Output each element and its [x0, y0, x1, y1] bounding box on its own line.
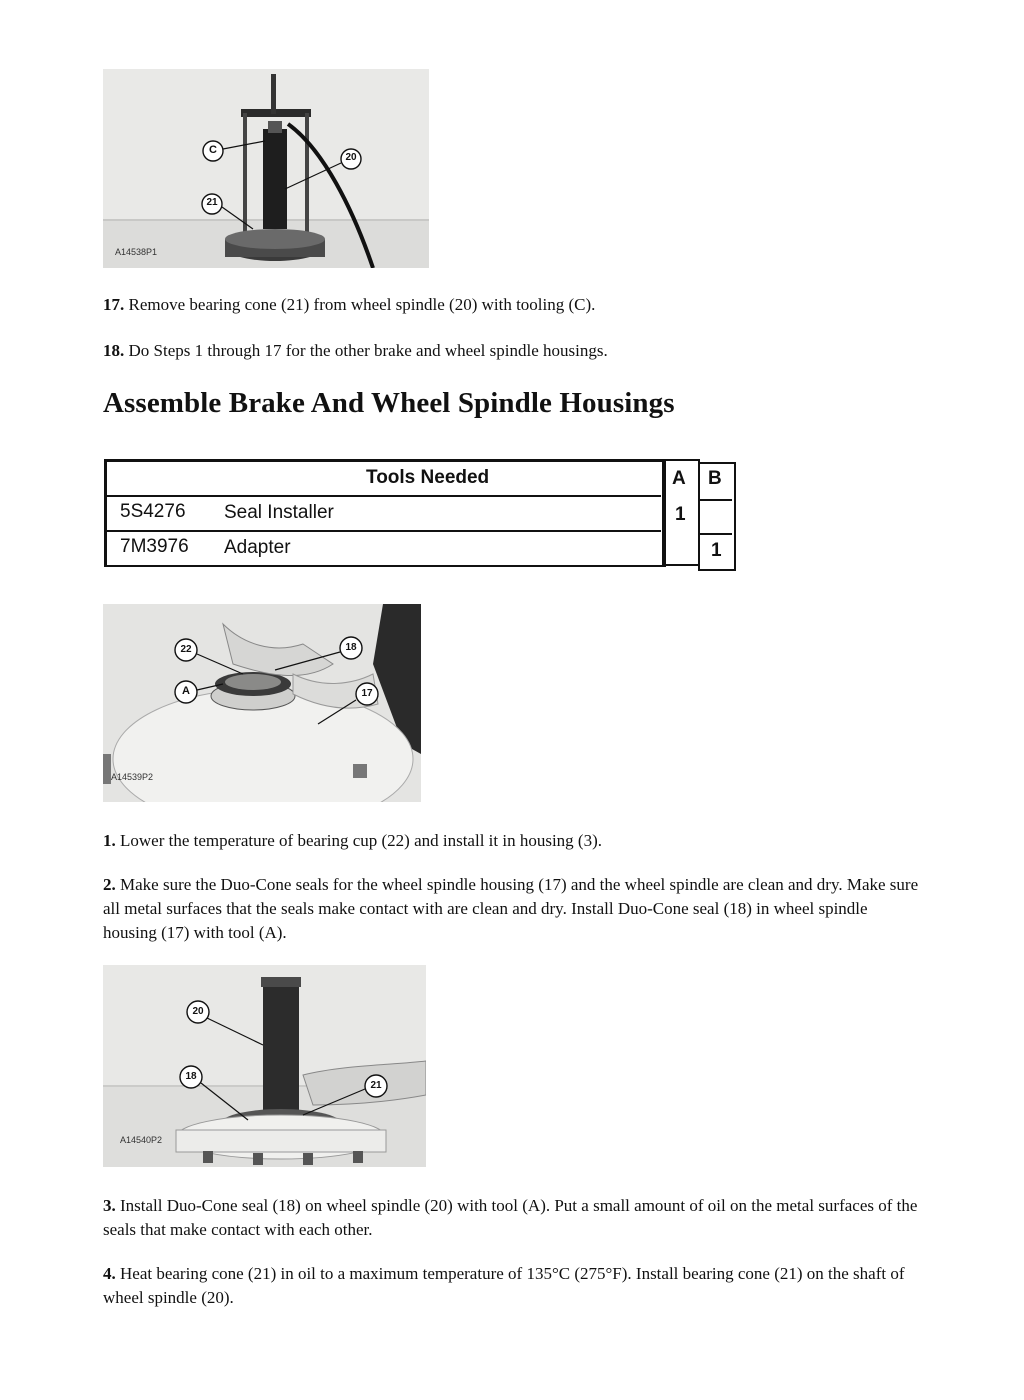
step-18	[103, 339, 923, 363]
step-text: Lower the temperature of bearing cup (22) and install it in housing (3).	[115, 831, 602, 850]
figure-caption: A14540P2	[120, 1135, 163, 1145]
tool-name: Seal Installer	[224, 502, 334, 523]
tool-name: Adapter	[224, 537, 291, 558]
step-2	[103, 873, 923, 945]
step-text: Remove bearing cone (21) from wheel spindle (20) with tooling (C).	[124, 295, 596, 314]
figure-seal-installation	[103, 604, 421, 802]
callout-label: 22	[180, 644, 192, 655]
tool-qty-b: 1	[711, 540, 722, 561]
callout-label: 20	[345, 152, 357, 163]
step-1	[103, 829, 923, 853]
step-number: 4.	[103, 1264, 116, 1283]
callout-label: 18	[345, 642, 357, 653]
callout-label: 21	[370, 1080, 382, 1091]
step-text: Do Steps 1 through 17 for the other brake and wheel spindle housings.	[124, 341, 608, 360]
callout-label: A	[182, 685, 190, 697]
callout-label: C	[209, 144, 217, 156]
step-number: 17.	[103, 295, 125, 314]
step-17	[103, 293, 923, 317]
step-4	[103, 1262, 923, 1310]
callout-label: 17	[361, 688, 373, 699]
step-number: 2.	[103, 875, 116, 894]
figure-spindle-assembly	[103, 965, 426, 1167]
tool-qty-a: 1	[675, 504, 686, 525]
callout-label: 18	[185, 1071, 197, 1082]
callout-label: 21	[206, 197, 218, 208]
figure-caption: A14538P1	[115, 247, 158, 257]
section-title: Assemble Brake And Wheel Spindle Housings	[103, 387, 675, 419]
step-number: 18.	[103, 341, 125, 360]
step-3	[103, 1194, 923, 1242]
tools-col-b: B	[708, 468, 722, 489]
step-number: 1.	[103, 831, 116, 850]
tool-part-number: 5S4276	[120, 501, 186, 522]
tools-header: Tools Needed	[366, 467, 490, 488]
callout-label: 20	[192, 1006, 204, 1017]
figure-caption: A14539P2	[111, 772, 154, 782]
step-number: 3.	[103, 1196, 116, 1215]
tools-col-a: A	[672, 468, 686, 489]
step-text: Install Duo-Cone seal (18) on wheel spindle (20) with tool (A). Put a small amount of oil on the metal surfaces of the seals that make contact with each other.	[103, 1196, 918, 1239]
figure-bearing-cone-removal	[103, 69, 429, 268]
tools-needed-table	[104, 459, 736, 570]
step-text: Heat bearing cone (21) in oil to a maximum temperature of 135°C (275°F). Install bearing cone (21) on the shaft of wheel spindle (20).	[103, 1264, 905, 1307]
tool-part-number: 7M3976	[120, 536, 189, 557]
step-text: Make sure the Duo-Cone seals for the wheel spindle housing (17) and the wheel spindle are clean and dry. Make sure all metal surfaces that the seals make contact with are clean and dry. Install Duo-Cone seal (18) in wheel spindle housing (17) with tool (A).	[103, 875, 919, 942]
